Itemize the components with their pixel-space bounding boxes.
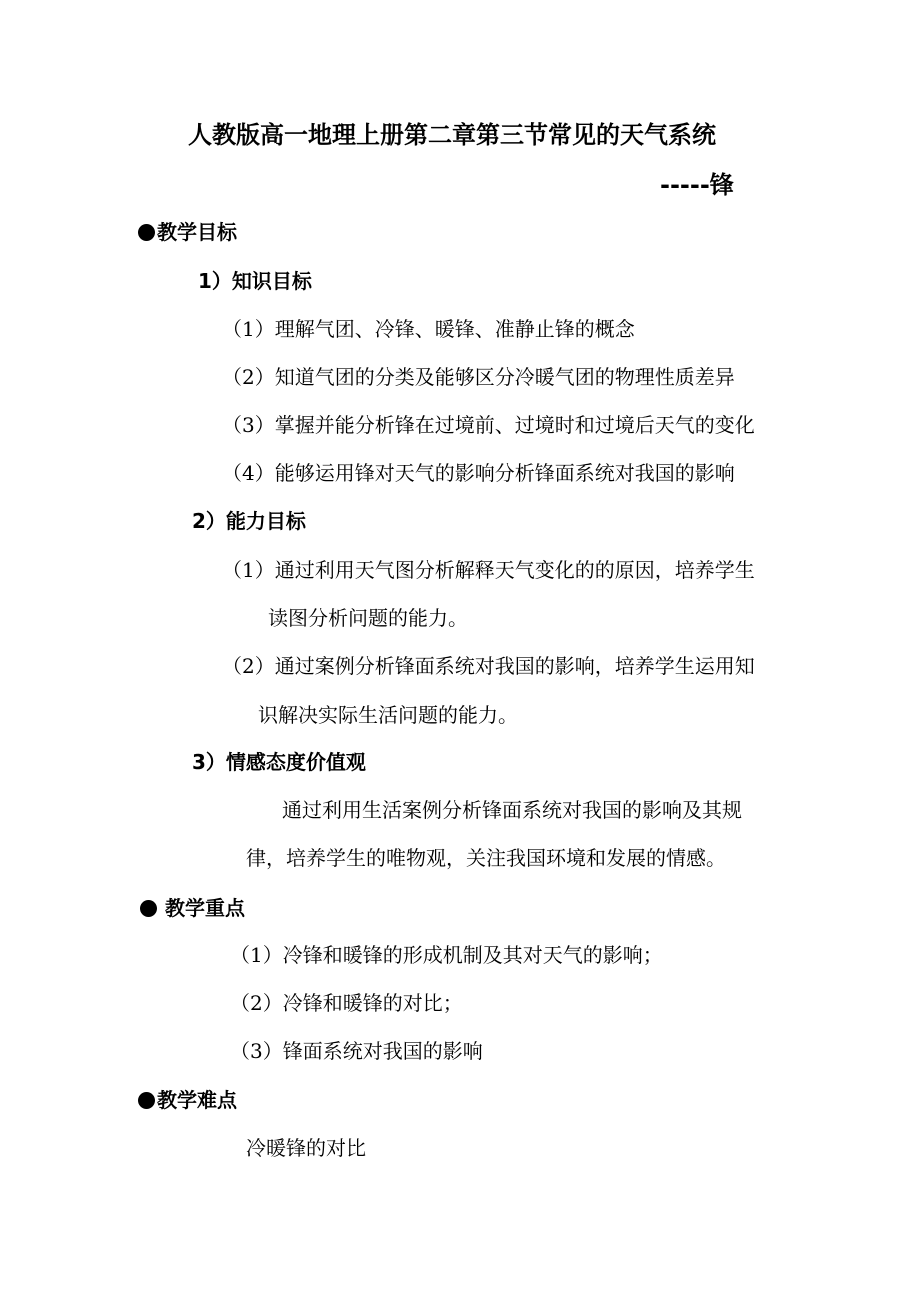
bullet-icon	[138, 1092, 155, 1109]
section-heading-label: 教学重点	[165, 896, 245, 920]
list-item: （1）通过利用天气图分析解释天气变化的的原因，培养学生	[222, 558, 755, 582]
list-item: （3）掌握并能分析锋在过境前、过境时和过境后天气的变化	[222, 413, 755, 437]
section-heading-objectives	[138, 217, 237, 247]
list-item: （1）冷锋和暖锋的形成机制及其对天气的影响；	[230, 943, 663, 967]
section-heading-label: 教学难点	[157, 1088, 237, 1112]
page-title: 人教版高一地理上册第二章第三节常见的天气系统	[188, 121, 716, 149]
subsection-heading-emotion: 3）情感态度价值观	[192, 750, 366, 774]
paragraph-line: 通过利用生活案例分析锋面系统对我国的影响及其规	[282, 798, 742, 822]
page-subtitle: -----锋	[660, 171, 734, 199]
section-heading-label: 教学目标	[157, 220, 237, 244]
subsection-heading-knowledge: 1）知识目标	[198, 269, 312, 293]
bullet-icon	[138, 224, 155, 241]
list-item: （2）知道气团的分类及能够区分冷暖气团的物理性质差异	[222, 365, 735, 389]
subsection-heading-ability: 2）能力目标	[192, 509, 306, 533]
list-item: （2）冷锋和暖锋的对比；	[230, 991, 463, 1015]
list-item: （3）锋面系统对我国的影响	[230, 1039, 483, 1063]
section-heading-difficulties	[138, 1085, 237, 1115]
list-item: （1）理解气团、冷锋、暖锋、准静止锋的概念	[222, 317, 635, 341]
list-item: （4）能够运用锋对天气的影响分析锋面系统对我国的影响	[222, 461, 735, 485]
bullet-icon	[140, 900, 157, 917]
paragraph-line: 冷暖锋的对比	[246, 1136, 366, 1160]
section-heading-key-points	[140, 893, 245, 923]
list-item-continuation: 读图分析问题的能力。	[268, 606, 468, 630]
list-item: （2）通过案例分析锋面系统对我国的影响，培养学生运用知	[222, 654, 755, 678]
list-item-continuation: 识解决实际生活问题的能力。	[258, 703, 518, 727]
paragraph-line: 律，培养学生的唯物观，关注我国环境和发展的情感。	[246, 846, 726, 870]
